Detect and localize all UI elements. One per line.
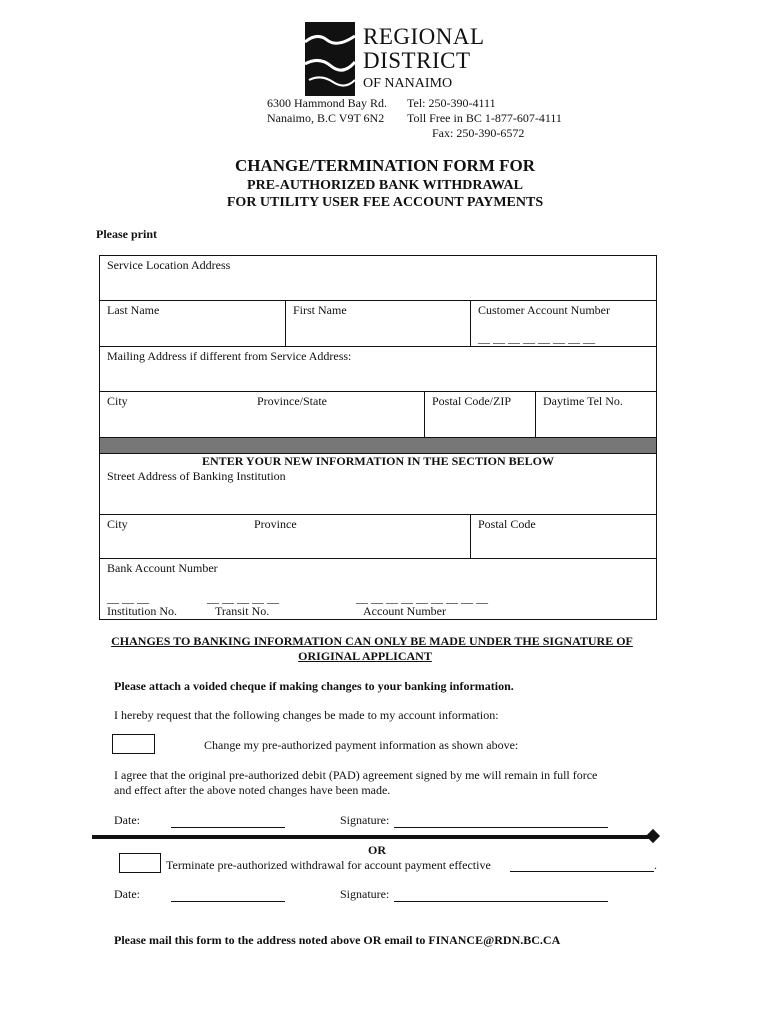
city-province-field[interactable] — [99, 391, 425, 438]
date-line-1[interactable] — [171, 814, 285, 828]
change-option-text: Change my pre-authorized payment information as shown above: — [204, 738, 519, 752]
terminate-period: . — [654, 858, 657, 872]
postal-zip-label: Postal Code/ZIP — [432, 394, 512, 408]
account-number-blanks: __ __ __ __ __ __ __ __ __ — [356, 591, 488, 605]
please-print: Please print — [96, 227, 157, 241]
bank-account-label: Bank Account Number — [107, 561, 218, 575]
first-name-label: First Name — [293, 303, 347, 317]
daytime-tel-label: Daytime Tel No. — [543, 394, 623, 408]
form-subtitle-2: FOR UTILITY USER FEE ACCOUNT PAYMENTS — [226, 195, 544, 210]
customer-account-label: Customer Account Number — [478, 303, 610, 317]
bank-account-field[interactable] — [99, 558, 657, 620]
signature-line-1[interactable] — [394, 814, 608, 828]
account-number-label: Account Number — [363, 604, 446, 618]
bank-province-label: Province — [254, 517, 297, 531]
notice-line-2: ORIGINAL APPLICANT — [298, 649, 432, 663]
daytime-tel-field[interactable] — [535, 391, 657, 438]
last-name-field[interactable] — [99, 300, 286, 347]
divider-diamond-icon — [646, 829, 660, 843]
bank-street-label: Street Address of Banking Institution — [107, 469, 286, 483]
change-checkbox[interactable] — [112, 734, 155, 754]
terminate-checkbox[interactable] — [119, 853, 161, 873]
bank-city-province-field[interactable] — [99, 514, 471, 559]
transit-label: Transit No. — [215, 604, 270, 618]
date-label-2: Date: — [114, 887, 140, 901]
section-divider-bar — [99, 437, 657, 454]
signature-line-2[interactable] — [394, 888, 608, 902]
terminate-text: Terminate pre-authorized withdrawal for account payment effective — [166, 858, 491, 872]
divider-line — [92, 835, 652, 839]
mail-instructions: Please mail this form to the address noted above OR email to FINANCE@RDN.BC.CA — [114, 933, 561, 947]
agree-line-2: and effect after the above noted changes have been made. — [114, 783, 391, 797]
logo-line3: OF NANAIMO — [363, 76, 453, 91]
form-subtitle-1: PRE-AUTHORIZED BANK WITHDRAWAL — [247, 178, 523, 193]
address-city: Nanaimo, B.C V9T 6N2 — [267, 111, 385, 125]
institution-label: Institution No. — [107, 604, 178, 618]
service-location-label: Service Location Address — [107, 258, 231, 272]
phone-toll-free: Toll Free in BC 1-877-607-4111 — [407, 111, 562, 125]
first-name-field[interactable] — [285, 300, 471, 347]
or-separator: OR — [368, 843, 386, 857]
province-state-label: Province/State — [257, 394, 327, 408]
bank-postal-label: Postal Code — [478, 517, 536, 531]
bank-postal-field[interactable] — [470, 514, 657, 559]
date-line-2[interactable] — [171, 888, 285, 902]
form-title: CHANGE/TERMINATION FORM FOR — [234, 156, 535, 175]
terminate-effective-line[interactable] — [510, 858, 654, 872]
bank-city-label: City — [107, 517, 128, 531]
logo-mark-icon — [305, 22, 355, 96]
postal-zip-field[interactable] — [424, 391, 536, 438]
rdn-logo — [305, 22, 485, 96]
signature-label-2: Signature: — [340, 887, 390, 901]
request-text: I hereby request that the following changes be made to my account information: — [114, 708, 499, 722]
last-name-label: Last Name — [107, 303, 160, 317]
mailing-address-field[interactable] — [99, 346, 657, 392]
signature-label-1: Signature: — [340, 813, 390, 827]
date-label-1: Date: — [114, 813, 140, 827]
city-label: City — [107, 394, 128, 408]
address-street: 6300 Hammond Bay Rd. — [267, 96, 387, 110]
transit-blanks: __ __ __ __ __ — [207, 591, 279, 605]
notice-line-1: CHANGES TO BANKING INFORMATION CAN ONLY BE MADE UNDER THE SIGNATURE OF — [111, 634, 633, 648]
agree-line-1: I agree that the original pre-authorized debit (PAD) agreement signed by me will remain in full force — [114, 768, 598, 782]
mailing-address-label: Mailing Address if different from Service Address: — [107, 349, 352, 363]
voided-cheque-note: Please attach a voided cheque if making changes to your banking information. — [114, 679, 514, 693]
logo-line2: DISTRICT — [363, 48, 471, 73]
institution-blanks: __ __ __ — [107, 591, 149, 605]
logo-line1: REGIONAL — [363, 24, 485, 49]
enter-new-info-heading: ENTER YOUR NEW INFORMATION IN THE SECTION BELOW — [202, 454, 554, 468]
customer-account-field[interactable] — [470, 300, 657, 347]
phone-tel: Tel: 250-390-4111 — [407, 96, 496, 110]
bank-street-field[interactable] — [99, 453, 657, 515]
phone-fax: Fax: 250-390-6572 — [432, 126, 525, 140]
customer-account-blanks: __ __ __ __ __ __ __ __ — [478, 331, 595, 345]
service-location-field[interactable] — [99, 255, 657, 301]
